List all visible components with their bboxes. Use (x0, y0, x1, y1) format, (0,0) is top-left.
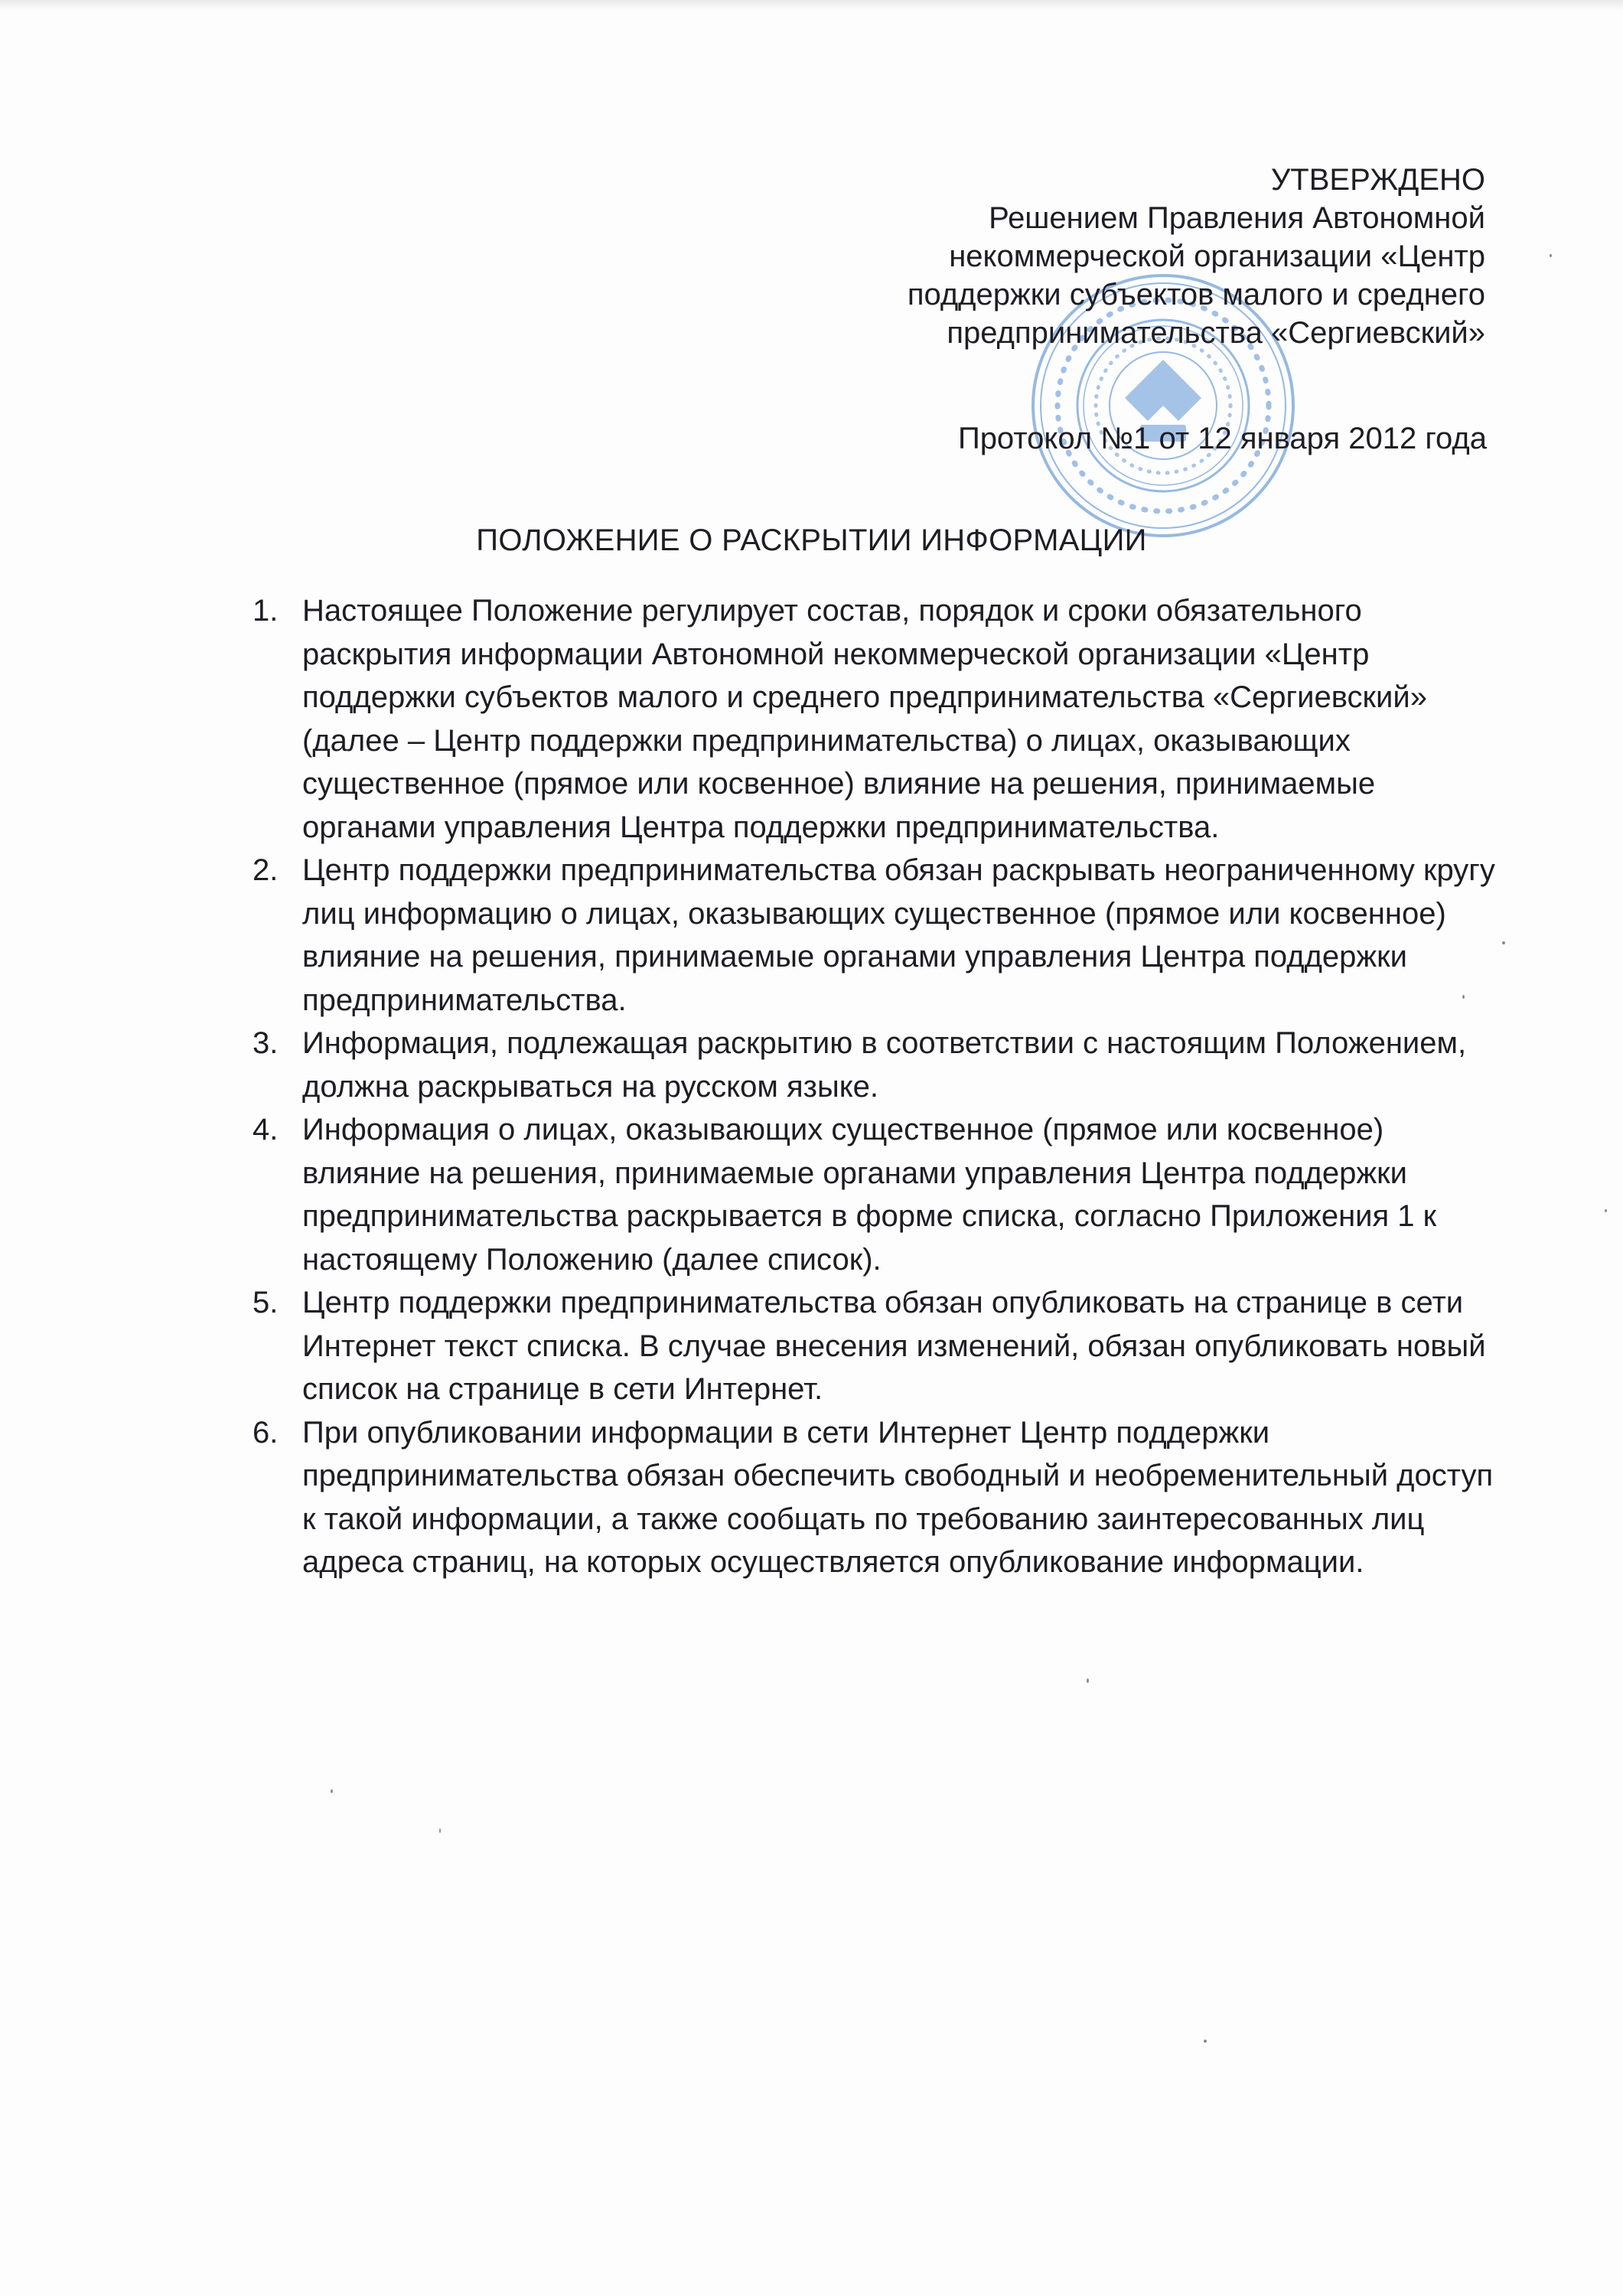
approval-line: предпринимательства «Сергиевский» (947, 316, 1485, 350)
scan-speck (1204, 2040, 1207, 2043)
approval-heading: УТВЕРЖДЕНО (1270, 163, 1485, 197)
scan-speck (1462, 995, 1465, 999)
item-text: Информация, подлежащая раскрытию в соответствии с настоящим Положением, должна раскрываться на русском языке. (302, 1026, 1467, 1104)
protocol-line: Протокол №1 от 12 января 2012 года (957, 422, 1487, 455)
scan-edge (0, 0, 1623, 11)
scan-speck (1502, 941, 1505, 944)
list-item (245, 849, 1507, 1022)
approval-block (797, 161, 1485, 352)
scan-speck (1087, 1678, 1089, 1683)
item-number: 3. (253, 1026, 279, 1060)
list-item (245, 589, 1507, 849)
item-number: 5. (253, 1286, 279, 1319)
item-text: Информация о лицах, оказывающих существенное (прямое или косвенное) влияние на решения, принимаемые органами управления Центра поддержки предпринимательства раскрывается в форме списка, согласно Приложения 1 к настоящему Положению (далее список). (302, 1113, 1437, 1277)
list-item (245, 1108, 1507, 1281)
item-number: 2. (253, 853, 279, 887)
regulation-list (245, 589, 1507, 1584)
item-text: Центр поддержки предпринимательства обязан опубликовать на странице в сети Интернет текст списка. В случае внесения изменений, обязан опубликовать новый список на странице в сети Интернет. (302, 1286, 1486, 1406)
document-title: ПОЛОЖЕНИЕ О РАСКРЫТИИ ИНФОРМАЦИИ (476, 523, 1147, 557)
scan-speck (439, 1828, 441, 1833)
scan-speck (1605, 1209, 1607, 1212)
list-item (245, 1022, 1507, 1108)
item-text: Центр поддержки предпринимательства обязан раскрывать неограниченному кругу лиц информацию о лицах, оказывающих существенное (прямое или косвенное) влияние на решения, принимаемые органами управления Центра поддержки предпринимательства. (302, 853, 1495, 1017)
approval-line: некоммерческой организации «Центр (949, 240, 1485, 273)
approval-line: поддержки субъектов малого и среднего (907, 278, 1485, 311)
list-item (245, 1281, 1507, 1411)
scan-speck (331, 1789, 333, 1793)
item-number: 1. (253, 594, 279, 628)
scan-speck (1550, 254, 1552, 257)
item-text: Настоящее Положение регулирует состав, порядок и сроки обязательного раскрытия информации Автономной некоммерческой организации «Центр поддержки субъектов малого и среднего предпринимательства «Сергиевский» (далее – Центр поддержки предпринимательства) о лицах, оказывающих существенное (прямое или косвенное) влияние на решения, принимаемые органами управления Центра поддержки предпринимательства. (302, 594, 1427, 844)
item-number: 4. (253, 1113, 279, 1146)
list-item (245, 1411, 1507, 1584)
item-number: 6. (253, 1415, 279, 1450)
item-text: При опубликовании информации в сети Интернет Центр поддержки предпринимательства обязан обеспечить свободный и необременительный доступ к такой информации, а также сообщать по требованию заинтересованных лиц адреса страниц, на которых осуществляется опубликование информации. (302, 1415, 1494, 1579)
approval-line: Решением Правления Автономной (989, 201, 1485, 235)
